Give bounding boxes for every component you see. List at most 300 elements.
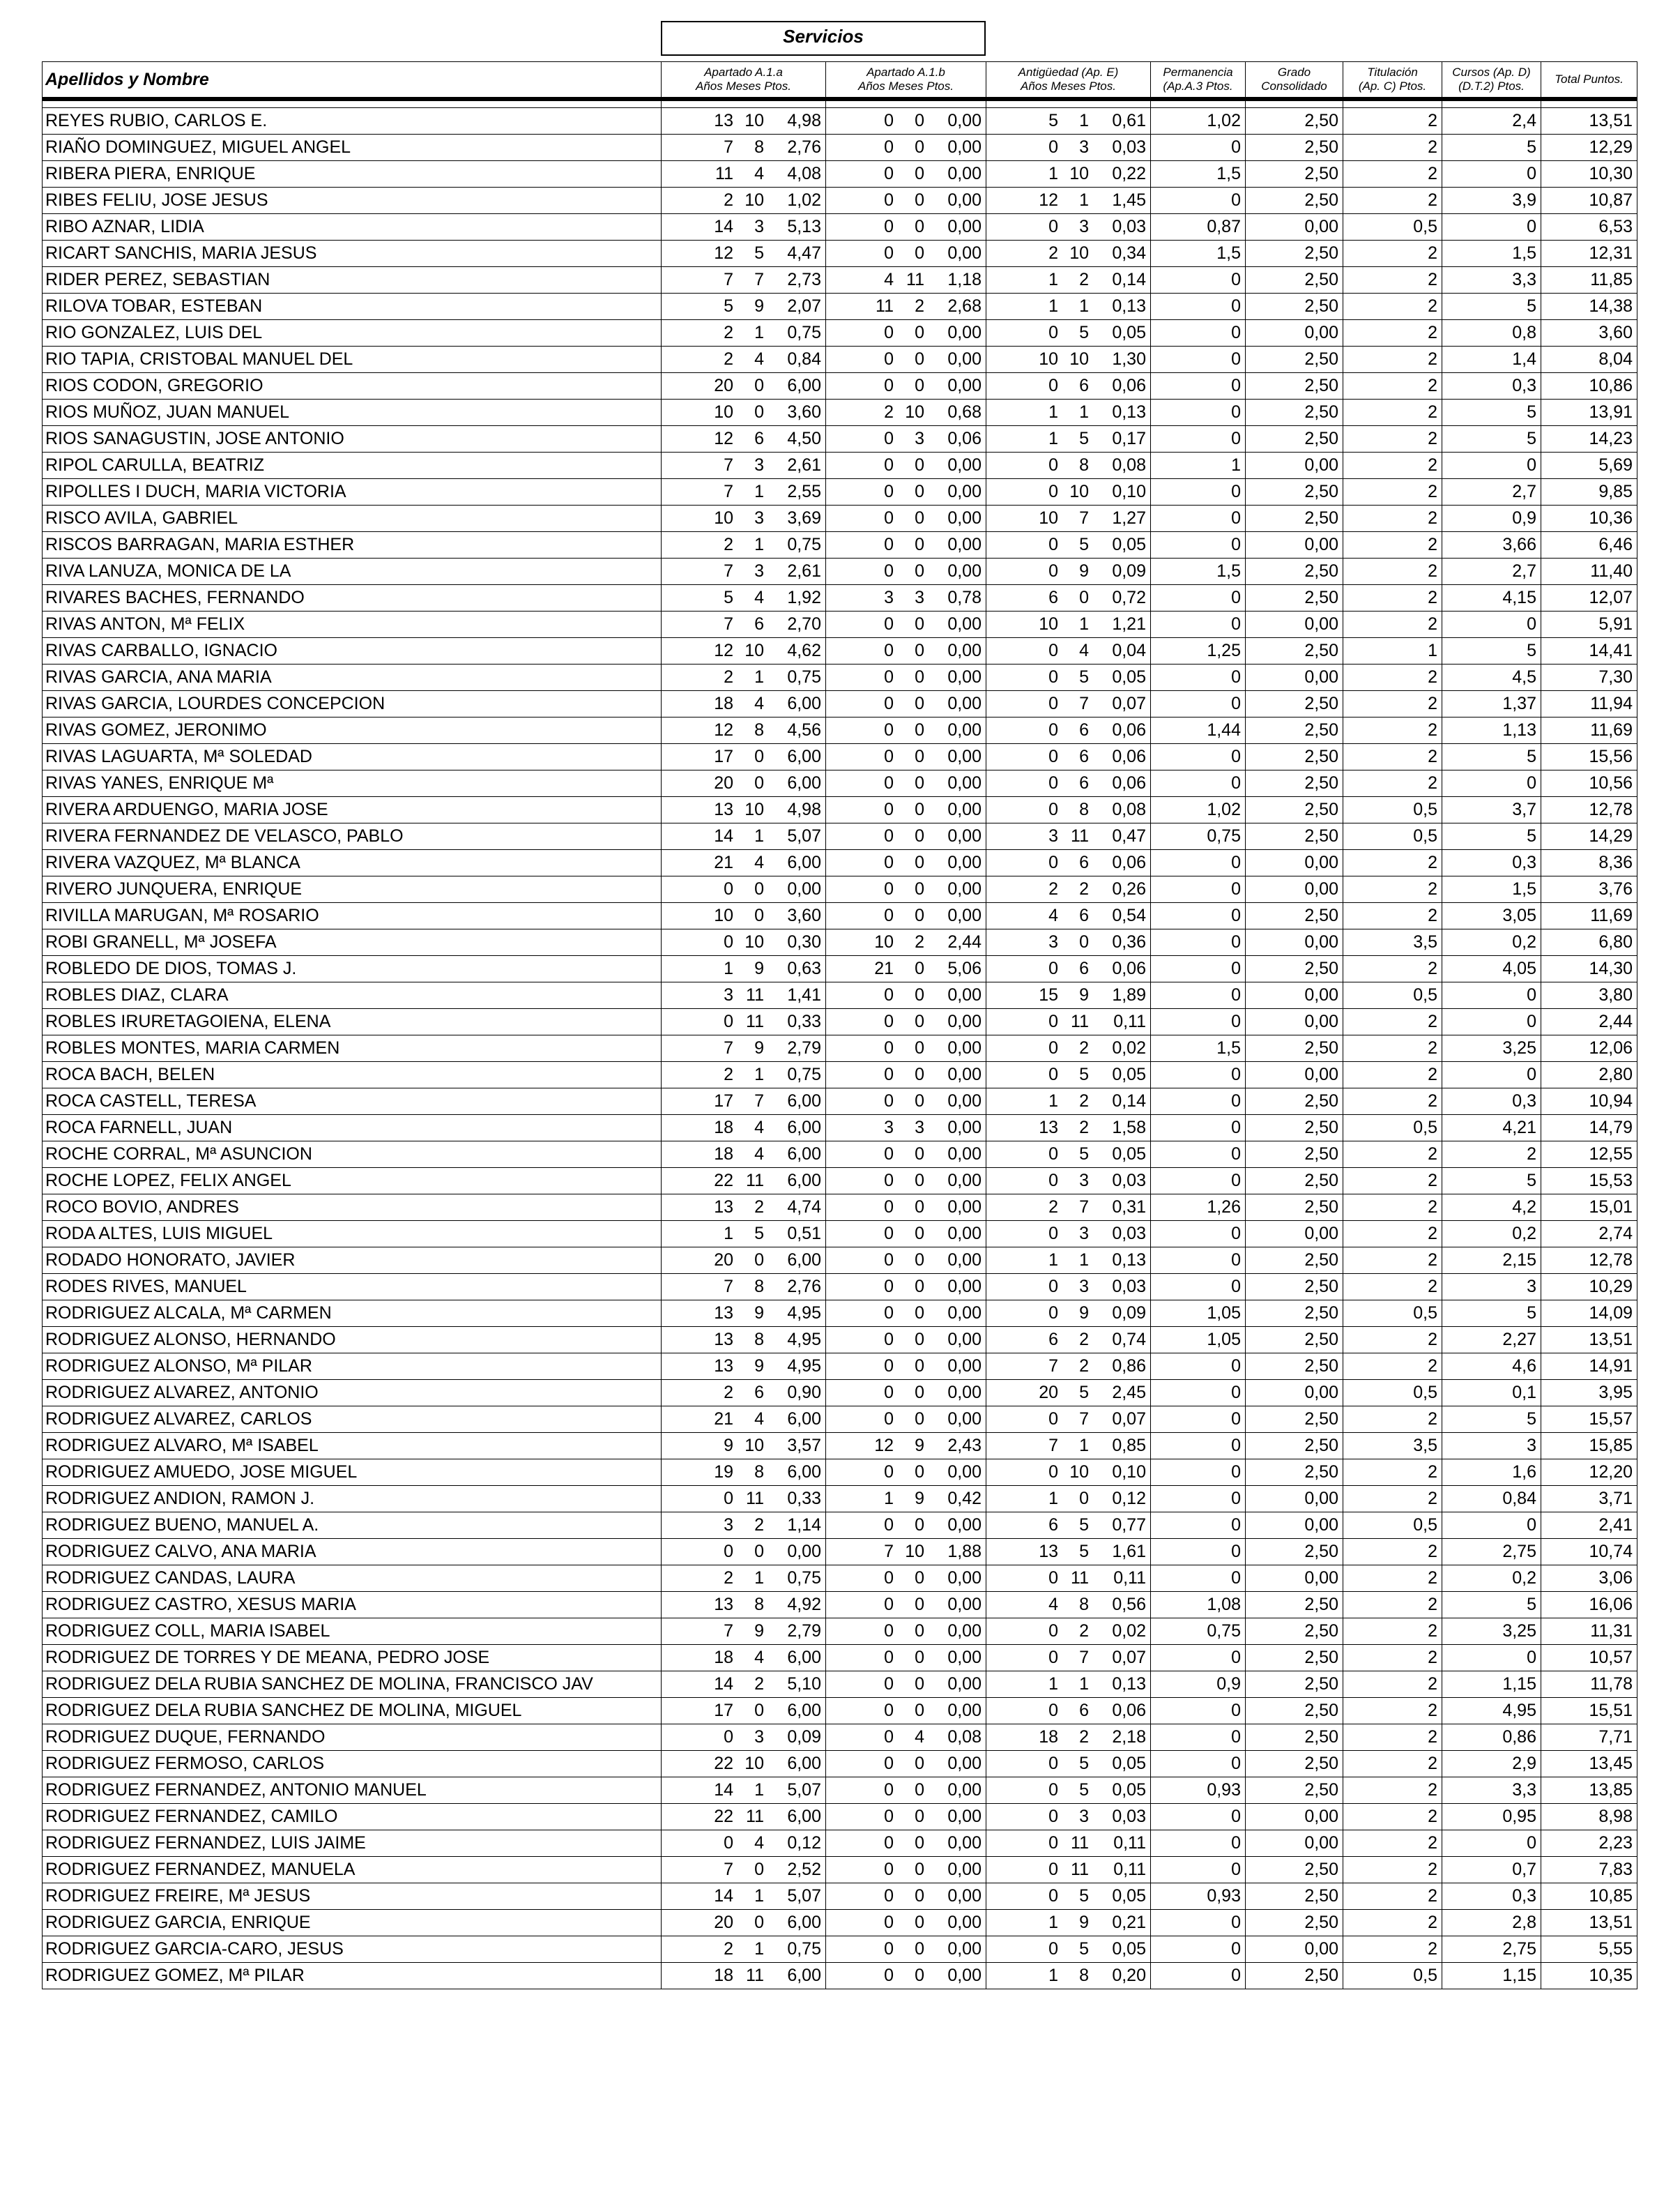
- cell-a1a: [662, 107, 826, 134]
- col-header-a1a: Apartado A.1.a Años Meses Ptos.: [662, 62, 826, 100]
- cell-antiguedad-months: 5: [1079, 1885, 1089, 1906]
- cell-a1b: [826, 160, 986, 187]
- cell-a1a-years: 2: [724, 190, 733, 210]
- cell-permanencia: 0: [1151, 1141, 1246, 1167]
- cell-a1b-points: 0,00: [947, 481, 982, 501]
- cell-a1b-points: 0,00: [947, 1753, 982, 1773]
- cell-antiguedad-points: 0,03: [1112, 216, 1146, 236]
- cell-total: 10,36: [1541, 505, 1637, 531]
- cell-titulacion: 0,5: [1343, 1114, 1442, 1141]
- cell-a1a: [662, 558, 826, 584]
- cell-a1a-years: 7: [724, 614, 733, 634]
- cell-name: ROCA CASTELL, TERESA: [43, 1088, 662, 1114]
- cell-antiguedad-years: 20: [1039, 1382, 1058, 1402]
- cell-a1a-points: 6,00: [787, 1647, 821, 1667]
- cell-a1a: [662, 796, 826, 823]
- cell-antiguedad-points: 0,05: [1112, 322, 1146, 342]
- cell-antiguedad-months: 8: [1079, 1965, 1089, 1985]
- cell-grado: 2,50: [1246, 558, 1343, 584]
- cell-a1b-points: 0,00: [947, 1885, 982, 1906]
- cell-antiguedad-months: 2: [1079, 1620, 1089, 1641]
- cell-antiguedad-months: 1: [1079, 402, 1089, 422]
- cell-a1b-months: 0: [915, 1753, 924, 1773]
- cell-antiguedad-points: 0,02: [1112, 1038, 1146, 1058]
- cell-permanencia: 1,08: [1151, 1591, 1246, 1618]
- cell-cursos: 5: [1442, 134, 1541, 160]
- cell-antiguedad-months: 1: [1079, 614, 1089, 634]
- cell-a1b-points: 0,00: [947, 826, 982, 846]
- cell-cursos: 2,4: [1442, 107, 1541, 134]
- cell-permanencia: 0: [1151, 982, 1246, 1008]
- cell-a1a: [662, 1750, 826, 1777]
- cell-a1a: [662, 955, 826, 982]
- cell-grado: 2,50: [1246, 346, 1343, 372]
- cell-a1b: [826, 558, 986, 584]
- cell-name: RIOS SANAGUSTIN, JOSE ANTONIO: [43, 425, 662, 452]
- cell-a1b-points: 0,00: [947, 985, 982, 1005]
- cell-total: 3,06: [1541, 1565, 1637, 1591]
- cell-a1b-years: 0: [884, 1567, 894, 1588]
- cell-a1a-points: 0,75: [787, 1567, 821, 1588]
- cell-grado: 2,50: [1246, 478, 1343, 505]
- cell-titulacion: 2: [1343, 955, 1442, 982]
- cell-a1b-years: 0: [884, 1356, 894, 1376]
- cell-a1b-years: 0: [884, 534, 894, 554]
- cell-titulacion: 2: [1343, 319, 1442, 346]
- cell-a1b: [826, 1353, 986, 1379]
- cell-titulacion: 2: [1343, 478, 1442, 505]
- cell-antiguedad: [986, 1088, 1151, 1114]
- cell-a1a-months: 0: [754, 1250, 764, 1270]
- cell-a1b-months: 0: [915, 1594, 924, 1614]
- cell-a1b: [826, 1406, 986, 1432]
- cell-a1a: [662, 1856, 826, 1883]
- cell-a1a: [662, 319, 826, 346]
- cell-a1a: [662, 293, 826, 319]
- cell-antiguedad-months: 2: [1079, 1038, 1089, 1058]
- cell-total: 14,41: [1541, 637, 1637, 664]
- cell-a1b-years: 0: [884, 1832, 894, 1853]
- table-body: [43, 107, 1637, 1989]
- cell-a1b-years: 3: [884, 587, 894, 607]
- cell-antiguedad-points: 0,10: [1112, 1461, 1146, 1482]
- cell-antiguedad-points: 0,10: [1112, 481, 1146, 501]
- table-row: [43, 399, 1637, 425]
- cell-a1a-months: 1: [754, 1779, 764, 1800]
- cell-a1a-months: 4: [754, 349, 764, 369]
- cell-a1a-years: 17: [714, 1700, 733, 1720]
- cell-a1a-years: 0: [724, 1541, 733, 1561]
- cell-a1b-points: 0,00: [947, 1567, 982, 1588]
- cell-a1a-points: 4,95: [787, 1303, 821, 1323]
- cell-antiguedad-years: 0: [1048, 1859, 1058, 1879]
- cell-cursos: 5: [1442, 1591, 1541, 1618]
- cell-antiguedad-points: 0,03: [1112, 1806, 1146, 1826]
- cell-grado: 0,00: [1246, 319, 1343, 346]
- cell-antiguedad-years: 0: [1048, 216, 1058, 236]
- table-row: [43, 1724, 1637, 1750]
- cell-permanencia: 0: [1151, 187, 1246, 213]
- cell-a1b: [826, 1194, 986, 1220]
- cell-a1a-months: 6: [754, 1382, 764, 1402]
- cell-antiguedad-points: 0,08: [1112, 799, 1146, 819]
- cell-total: 15,53: [1541, 1167, 1637, 1194]
- cell-a1a-points: 0,33: [787, 1488, 821, 1508]
- cell-permanencia: 0,9: [1151, 1671, 1246, 1697]
- cell-titulacion: 2: [1343, 1671, 1442, 1697]
- cell-a1b-months: 0: [915, 216, 924, 236]
- cell-grado: 2,50: [1246, 584, 1343, 611]
- cell-a1b-years: 0: [884, 1779, 894, 1800]
- cell-antiguedad: [986, 1141, 1151, 1167]
- cell-a1a: [662, 1830, 826, 1856]
- cell-titulacion: 2: [1343, 1061, 1442, 1088]
- cell-titulacion: 2: [1343, 1750, 1442, 1777]
- cell-cursos: 5: [1442, 823, 1541, 849]
- cell-a1b-months: 0: [915, 508, 924, 528]
- table-row: [43, 664, 1637, 690]
- cell-permanencia: 0: [1151, 1379, 1246, 1406]
- cell-cursos: 3,25: [1442, 1035, 1541, 1061]
- cell-a1a-months: 0: [754, 1912, 764, 1932]
- cell-a1a-points: 6,00: [787, 693, 821, 713]
- cell-a1b: [826, 717, 986, 743]
- cell-a1a-years: 20: [714, 1250, 733, 1270]
- cell-a1a-years: 10: [714, 508, 733, 528]
- cell-a1b: [826, 1300, 986, 1326]
- cell-a1b-months: 0: [915, 1091, 924, 1111]
- cell-a1b-years: 0: [884, 1726, 894, 1747]
- cell-permanencia: 0: [1151, 531, 1246, 558]
- cell-antiguedad-months: 5: [1079, 1541, 1089, 1561]
- cell-a1b: [826, 134, 986, 160]
- cell-a1a-points: 5,13: [787, 216, 821, 236]
- cell-a1b-points: 0,00: [947, 1965, 982, 1985]
- cell-permanencia: 0: [1151, 1353, 1246, 1379]
- cell-antiguedad-months: 2: [1079, 269, 1089, 289]
- cell-a1b-months: 0: [915, 1356, 924, 1376]
- cell-name: RIVARES BACHES, FERNANDO: [43, 584, 662, 611]
- cell-grado: 2,50: [1246, 1909, 1343, 1936]
- cell-total: 6,53: [1541, 213, 1637, 240]
- cell-antiguedad-years: 18: [1039, 1726, 1058, 1747]
- cell-total: 3,60: [1541, 319, 1637, 346]
- col-header-grado: Grado Consolidado: [1246, 62, 1343, 100]
- cell-a1b: [826, 1485, 986, 1512]
- cell-a1b-months: 0: [915, 137, 924, 157]
- cell-cursos: 5: [1442, 1406, 1541, 1432]
- cell-antiguedad-years: 1: [1048, 1488, 1058, 1508]
- cell-antiguedad: [986, 1459, 1151, 1485]
- cell-a1a: [662, 1432, 826, 1459]
- cell-cursos: 1,5: [1442, 240, 1541, 266]
- cell-a1b-points: 0,68: [947, 402, 982, 422]
- table-row: [43, 319, 1637, 346]
- cell-a1a: [662, 1644, 826, 1671]
- cell-a1b-months: 0: [915, 1329, 924, 1349]
- cell-grado: 0,00: [1246, 1803, 1343, 1830]
- cell-titulacion: 2: [1343, 1936, 1442, 1962]
- cell-a1a-months: 1: [754, 1938, 764, 1959]
- cell-a1a-months: 11: [746, 1011, 764, 1031]
- table-row: [43, 425, 1637, 452]
- cell-total: 13,51: [1541, 107, 1637, 134]
- cell-a1a-years: 20: [714, 773, 733, 793]
- cell-antiguedad-months: 1: [1079, 110, 1089, 130]
- cell-total: 14,23: [1541, 425, 1637, 452]
- cell-a1b: [826, 1909, 986, 1936]
- cell-antiguedad: [986, 823, 1151, 849]
- cell-a1a-months: 0: [754, 746, 764, 766]
- cell-antiguedad: [986, 849, 1151, 876]
- cell-antiguedad-years: 1: [1048, 296, 1058, 316]
- cell-total: 12,07: [1541, 584, 1637, 611]
- cell-grado: 2,50: [1246, 1247, 1343, 1273]
- cell-antiguedad-years: 0: [1048, 1885, 1058, 1906]
- cell-grado: 0,00: [1246, 664, 1343, 690]
- cell-grado: 0,00: [1246, 1008, 1343, 1035]
- cell-antiguedad-years: 0: [1048, 1064, 1058, 1084]
- cell-name: RODRIGUEZ FERNANDEZ, CAMILO: [43, 1803, 662, 1830]
- cell-antiguedad-months: 9: [1079, 1912, 1089, 1932]
- cell-a1a-points: 0,00: [787, 1541, 821, 1561]
- cell-antiguedad-points: 0,13: [1112, 296, 1146, 316]
- cell-a1a-months: 4: [754, 1408, 764, 1429]
- cell-permanencia: 0: [1151, 425, 1246, 452]
- cell-a1a-points: 5,07: [787, 1885, 821, 1906]
- cell-grado: 0,00: [1246, 611, 1343, 637]
- cell-name: ROBLES MONTES, MARIA CARMEN: [43, 1035, 662, 1061]
- cell-name: RODRIGUEZ FREIRE, Mª JESUS: [43, 1883, 662, 1909]
- cell-total: 14,09: [1541, 1300, 1637, 1326]
- cell-a1a-months: 0: [754, 375, 764, 395]
- cell-titulacion: 0,5: [1343, 213, 1442, 240]
- cell-a1b-points: 0,00: [947, 1303, 982, 1323]
- cell-a1b: [826, 982, 986, 1008]
- cell-antiguedad-points: 0,11: [1113, 1859, 1146, 1879]
- cell-a1a-years: 14: [714, 1779, 733, 1800]
- cell-a1b: [826, 637, 986, 664]
- cell-a1a: [662, 1326, 826, 1353]
- cell-a1b-months: 0: [915, 1011, 924, 1031]
- cell-antiguedad-months: 10: [1069, 243, 1089, 263]
- cell-total: 5,55: [1541, 1936, 1637, 1962]
- cell-a1b-years: 0: [884, 455, 894, 475]
- cell-antiguedad: [986, 876, 1151, 902]
- cell-a1b-points: 0,00: [947, 1038, 982, 1058]
- cell-a1b-points: 0,00: [947, 852, 982, 872]
- cell-name: RODRIGUEZ ALCALA, Mª CARMEN: [43, 1300, 662, 1326]
- cell-antiguedad-years: 10: [1039, 349, 1058, 369]
- cell-grado: 2,50: [1246, 1644, 1343, 1671]
- cell-antiguedad-months: 1: [1079, 1673, 1089, 1694]
- cell-antiguedad-points: 0,06: [1112, 1700, 1146, 1720]
- cell-antiguedad-points: 2,18: [1112, 1726, 1146, 1747]
- col-header-permanencia: Permanencia (Ap.A.3 Ptos.: [1151, 62, 1246, 100]
- cell-a1b: [826, 1591, 986, 1618]
- cell-a1b-months: 0: [915, 1038, 924, 1058]
- cell-name: RIPOLLES I DUCH, MARIA VICTORIA: [43, 478, 662, 505]
- cell-a1a-months: 0: [754, 1541, 764, 1561]
- cell-a1a: [662, 452, 826, 478]
- cell-a1b-points: 0,00: [947, 746, 982, 766]
- cell-antiguedad-years: 10: [1039, 508, 1058, 528]
- cell-a1b-points: 1,18: [947, 269, 982, 289]
- cell-total: 2,80: [1541, 1061, 1637, 1088]
- cell-antiguedad-years: 6: [1048, 1329, 1058, 1349]
- cell-a1b-months: 9: [915, 1488, 924, 1508]
- cell-name: RODRIGUEZ CANDAS, LAURA: [43, 1565, 662, 1591]
- cell-antiguedad-months: 1: [1079, 296, 1089, 316]
- cell-a1b-points: 0,00: [947, 1673, 982, 1694]
- cell-antiguedad-months: 6: [1079, 375, 1089, 395]
- cell-a1a-points: 3,69: [787, 508, 821, 528]
- cell-permanencia: 0: [1151, 1273, 1246, 1300]
- cell-cursos: 5: [1442, 637, 1541, 664]
- cell-antiguedad-months: 3: [1079, 1223, 1089, 1243]
- cell-a1a: [662, 372, 826, 399]
- cell-antiguedad-months: 5: [1079, 322, 1089, 342]
- cell-name: RODA ALTES, LUIS MIGUEL: [43, 1220, 662, 1247]
- cell-a1a: [662, 160, 826, 187]
- cell-grado: 2,50: [1246, 1167, 1343, 1194]
- cell-cursos: 1,15: [1442, 1671, 1541, 1697]
- table-row: [43, 1406, 1637, 1432]
- cell-grado: 2,50: [1246, 1697, 1343, 1724]
- cell-name: RIVAS LAGUARTA, Mª SOLEDAD: [43, 743, 662, 770]
- cell-a1b-points: 0,00: [947, 1170, 982, 1190]
- cell-permanencia: 0: [1151, 266, 1246, 293]
- cell-antiguedad-points: 0,11: [1113, 1567, 1146, 1588]
- cell-a1b-months: 0: [915, 190, 924, 210]
- cell-a1b: [826, 187, 986, 213]
- cell-cursos: 0,9: [1442, 505, 1541, 531]
- cell-titulacion: 2: [1343, 1406, 1442, 1432]
- cell-a1b-months: 0: [915, 1647, 924, 1667]
- servicios-group-header: Servicios: [661, 21, 986, 56]
- cell-a1a-years: 0: [724, 1488, 733, 1508]
- cell-permanencia: 0: [1151, 1909, 1246, 1936]
- cell-antiguedad-points: 0,54: [1112, 905, 1146, 925]
- cell-antiguedad-years: 0: [1048, 1461, 1058, 1482]
- cell-a1a: [662, 1114, 826, 1141]
- cell-name: RIVAS YANES, ENRIQUE Mª: [43, 770, 662, 796]
- cell-a1b-months: 0: [915, 799, 924, 819]
- cell-permanencia: 0: [1151, 1485, 1246, 1512]
- cell-a1b-points: 0,00: [947, 455, 982, 475]
- cell-a1b-years: 0: [884, 1806, 894, 1826]
- cell-permanencia: 0: [1151, 1936, 1246, 1962]
- cell-a1a-years: 7: [724, 1038, 733, 1058]
- cell-cursos: 0,8: [1442, 319, 1541, 346]
- cell-a1b-points: 0,00: [947, 1594, 982, 1614]
- cell-grado: 0,00: [1246, 1830, 1343, 1856]
- cell-antiguedad-months: 1: [1079, 1250, 1089, 1270]
- cell-antiguedad-points: 0,85: [1112, 1435, 1146, 1455]
- cell-a1b-points: 0,00: [947, 1223, 982, 1243]
- cell-cursos: 1,6: [1442, 1459, 1541, 1485]
- cell-name: ROBLES DIAZ, CLARA: [43, 982, 662, 1008]
- cell-a1a-points: 5,07: [787, 826, 821, 846]
- cell-a1a-years: 17: [714, 746, 733, 766]
- cell-name: RODRIGUEZ FERNANDEZ, MANUELA: [43, 1856, 662, 1883]
- cell-a1b-months: 2: [915, 932, 924, 952]
- cell-a1a-points: 0,75: [787, 322, 821, 342]
- cell-total: 10,30: [1541, 160, 1637, 187]
- cell-antiguedad: [986, 1512, 1151, 1538]
- cell-a1a: [662, 1962, 826, 1989]
- table-row: [43, 1671, 1637, 1697]
- cell-permanencia: 1,25: [1151, 637, 1246, 664]
- cell-a1b-points: 0,00: [947, 137, 982, 157]
- cell-antiguedad-points: 1,45: [1112, 190, 1146, 210]
- cell-grado: 2,50: [1246, 1459, 1343, 1485]
- cell-a1b: [826, 929, 986, 955]
- cell-a1a-months: 4: [754, 852, 764, 872]
- cell-titulacion: 0,5: [1343, 1300, 1442, 1326]
- cell-total: 8,98: [1541, 1803, 1637, 1830]
- table-row: [43, 690, 1637, 717]
- cell-titulacion: 2: [1343, 1777, 1442, 1803]
- cell-a1b-points: 0,00: [947, 349, 982, 369]
- cell-a1a: [662, 213, 826, 240]
- cell-a1a-years: 13: [714, 1197, 733, 1217]
- cell-antiguedad: [986, 982, 1151, 1008]
- cell-a1b-years: 0: [884, 1382, 894, 1402]
- cell-antiguedad: [986, 372, 1151, 399]
- cell-cursos: 0,3: [1442, 372, 1541, 399]
- cell-titulacion: 2: [1343, 1088, 1442, 1114]
- cell-a1a: [662, 1008, 826, 1035]
- cell-a1b: [826, 1326, 986, 1353]
- table-row: [43, 1247, 1637, 1273]
- cell-a1b-points: 0,00: [947, 561, 982, 581]
- cell-antiguedad-months: 11: [1071, 1859, 1089, 1879]
- cell-a1a-years: 7: [724, 455, 733, 475]
- cell-a1b: [826, 690, 986, 717]
- cell-total: 16,06: [1541, 1591, 1637, 1618]
- cell-a1b-years: 0: [884, 1329, 894, 1349]
- cell-total: 3,95: [1541, 1379, 1637, 1406]
- cell-antiguedad: [986, 1644, 1151, 1671]
- table-row: [43, 1061, 1637, 1088]
- cell-a1a: [662, 1406, 826, 1432]
- cell-cursos: 0: [1442, 1008, 1541, 1035]
- cell-a1b: [826, 1830, 986, 1856]
- cell-name: RODRIGUEZ ALONSO, HERNANDO: [43, 1326, 662, 1353]
- cell-a1a-points: 0,90: [787, 1382, 821, 1402]
- cell-a1b-years: 0: [884, 481, 894, 501]
- cell-name: RIVERO JUNQUERA, ENRIQUE: [43, 876, 662, 902]
- cell-titulacion: 2: [1343, 1035, 1442, 1061]
- cell-a1a-points: 6,00: [787, 1144, 821, 1164]
- cell-antiguedad: [986, 1008, 1151, 1035]
- cell-antiguedad: [986, 1167, 1151, 1194]
- cell-total: 2,74: [1541, 1220, 1637, 1247]
- table-row: [43, 531, 1637, 558]
- cell-total: 13,45: [1541, 1750, 1637, 1777]
- cell-a1a-months: 1: [754, 1567, 764, 1588]
- cell-antiguedad-months: 6: [1079, 773, 1089, 793]
- cell-antiguedad-points: 0,31: [1112, 1197, 1146, 1217]
- cell-a1a-points: 0,12: [787, 1832, 821, 1853]
- cell-titulacion: 2: [1343, 1485, 1442, 1512]
- cell-antiguedad-years: 0: [1048, 1170, 1058, 1190]
- cell-name: ROCHE LOPEZ, FELIX ANGEL: [43, 1167, 662, 1194]
- cell-a1b: [826, 584, 986, 611]
- cell-grado: 2,50: [1246, 770, 1343, 796]
- col-header-a1b: Apartado A.1.b Años Meses Ptos.: [826, 62, 986, 100]
